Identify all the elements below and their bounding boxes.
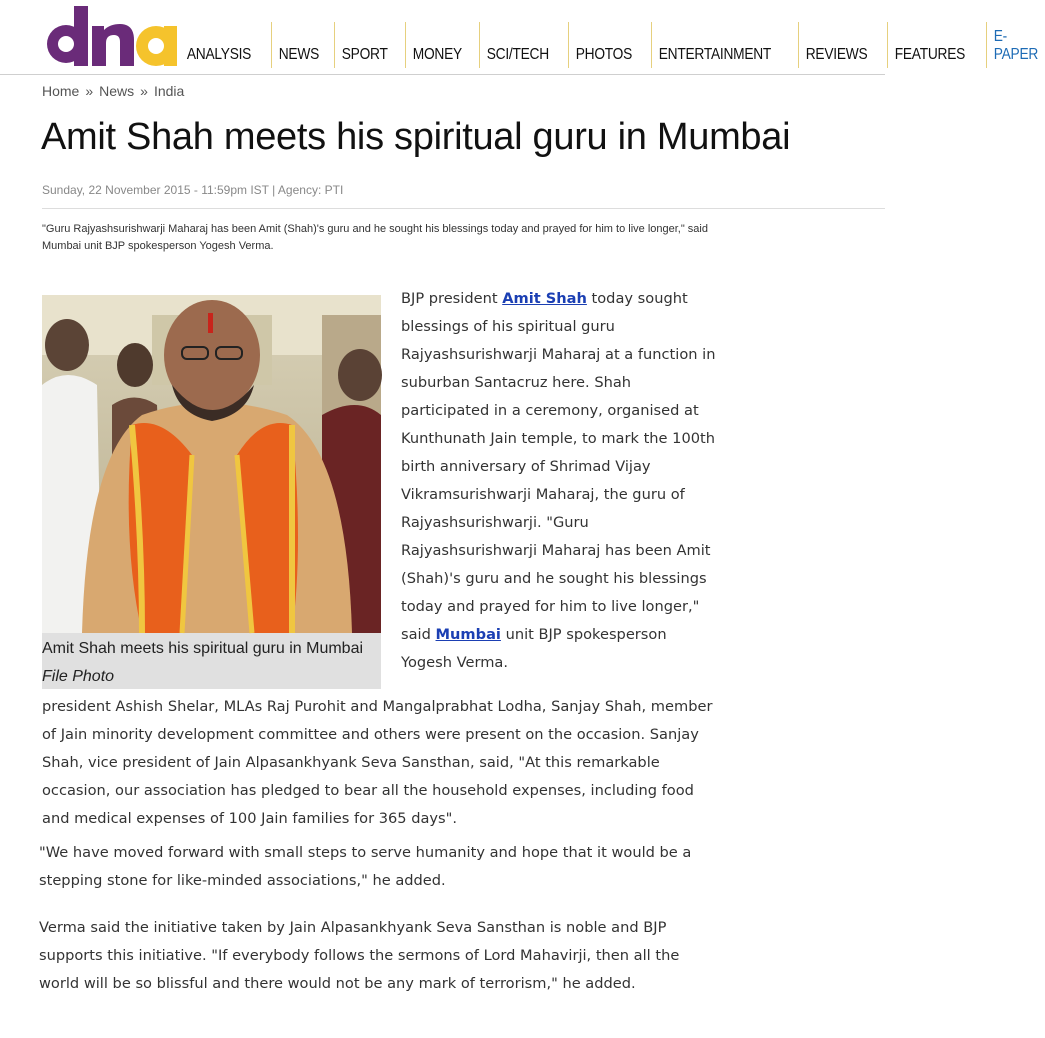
link-mumbai[interactable]: Mumbai bbox=[435, 626, 501, 643]
article-photo[interactable] bbox=[42, 295, 381, 633]
nav-reviews[interactable]: REVIEWS bbox=[798, 22, 874, 68]
photo-caption-credit: File Photo bbox=[42, 668, 115, 685]
breadcrumb-separator: » bbox=[140, 83, 148, 99]
nav-photos[interactable]: PHOTOS bbox=[568, 22, 639, 68]
article-meta: Sunday, 22 November 2015 - 11:59pm IST | Agency: PTI bbox=[42, 183, 344, 197]
nav-entertainment[interactable]: ENTERTAINMENT bbox=[651, 22, 778, 68]
nav-sport[interactable]: SPORT bbox=[334, 22, 394, 68]
dna-logo-mark bbox=[44, 4, 178, 68]
paragraph-text: unit BJP spokesperson Yogesh Verma. bbox=[401, 626, 667, 671]
photo-caption bbox=[42, 633, 381, 691]
breadcrumb bbox=[42, 83, 184, 99]
link-amit-shah[interactable]: Amit Shah bbox=[502, 290, 587, 307]
site-header bbox=[0, 0, 1038, 75]
article-summary: "Guru Rajyashsurishwarji Maharaj has been Amit (Shah)'s guru and he sought his blessings today and prayed for him to live longer," said Mumbai unit BJP spokesperson Yogesh Verma. bbox=[42, 223, 708, 252]
breadcrumb-separator: » bbox=[85, 83, 94, 99]
breadcrumb-india[interactable]: India bbox=[153, 83, 185, 99]
nav-money[interactable]: MONEY bbox=[405, 22, 469, 68]
breadcrumb-home[interactable]: Home bbox=[42, 83, 80, 99]
nav-sci-tech[interactable]: SCI/TECH bbox=[479, 22, 556, 68]
article-paragraph-3: "We have moved forward with small steps to serve humanity and hope that it would be a stepping stone for like-minded associations," he added. bbox=[39, 844, 692, 889]
paragraph-text: BJP president bbox=[401, 290, 503, 307]
nav-features[interactable]: FEATURES bbox=[887, 22, 972, 68]
divider bbox=[42, 208, 885, 209]
article-photo-box bbox=[42, 295, 381, 689]
nav-news[interactable]: NEWS bbox=[271, 22, 326, 68]
article-paragraph-2: president Ashish Shelar, MLAs Raj Purohit and Mangalprabhat Lodha, Sanjay Shah, member of Jain minority development committee and others were present on the occasion. Sanjay Shah, vice president of Jain Alpasankhyank Seva Sansthan, said, "At this remarkable occasion, our association has pledged to bear all the household expenses, including food and medical expenses of 100 Jain families for 365 days". bbox=[42, 698, 713, 827]
paragraph-text: today sought blessings of his spiritual guru Rajyashsurishwarji Maharaj at a function in suburban Santacruz here. Shah participated in a ceremony, organised at Kunthunath Jain temple, to mark the 100th birth anniversary of Shrimad Vijay Vikramsurishwarji Maharaj, the guru of Rajyashsurishwarji. "Guru Rajyashsurishwarji Maharaj has been Amit (Shah)'s guru and he sought his blessings today and prayed for him to live longer," said bbox=[401, 290, 716, 643]
nav-e-paper[interactable]: E-PAPER bbox=[986, 22, 1045, 68]
breadcrumb-news[interactable]: News bbox=[99, 83, 135, 99]
article-paragraph-4: Verma said the initiative taken by Jain Alpasankhyank Seva Sansthan is noble and BJP supports this initiative. "If everybody follows the sermons of Lord Mahavirji, then all the world will be so blissful and there would not be any mark of terrorism," he added. bbox=[39, 919, 680, 992]
main-nav bbox=[180, 22, 1038, 68]
article-paragraph-1 bbox=[401, 285, 721, 677]
photo-caption-text: Amit Shah meets his spiritual guru in Mumbai bbox=[42, 640, 364, 657]
article-title: Amit Shah meets his spiritual guru in Mumbai bbox=[41, 116, 791, 158]
nav-analysis[interactable]: ANALYSIS bbox=[186, 46, 252, 63]
dna-logo[interactable] bbox=[44, 4, 178, 68]
